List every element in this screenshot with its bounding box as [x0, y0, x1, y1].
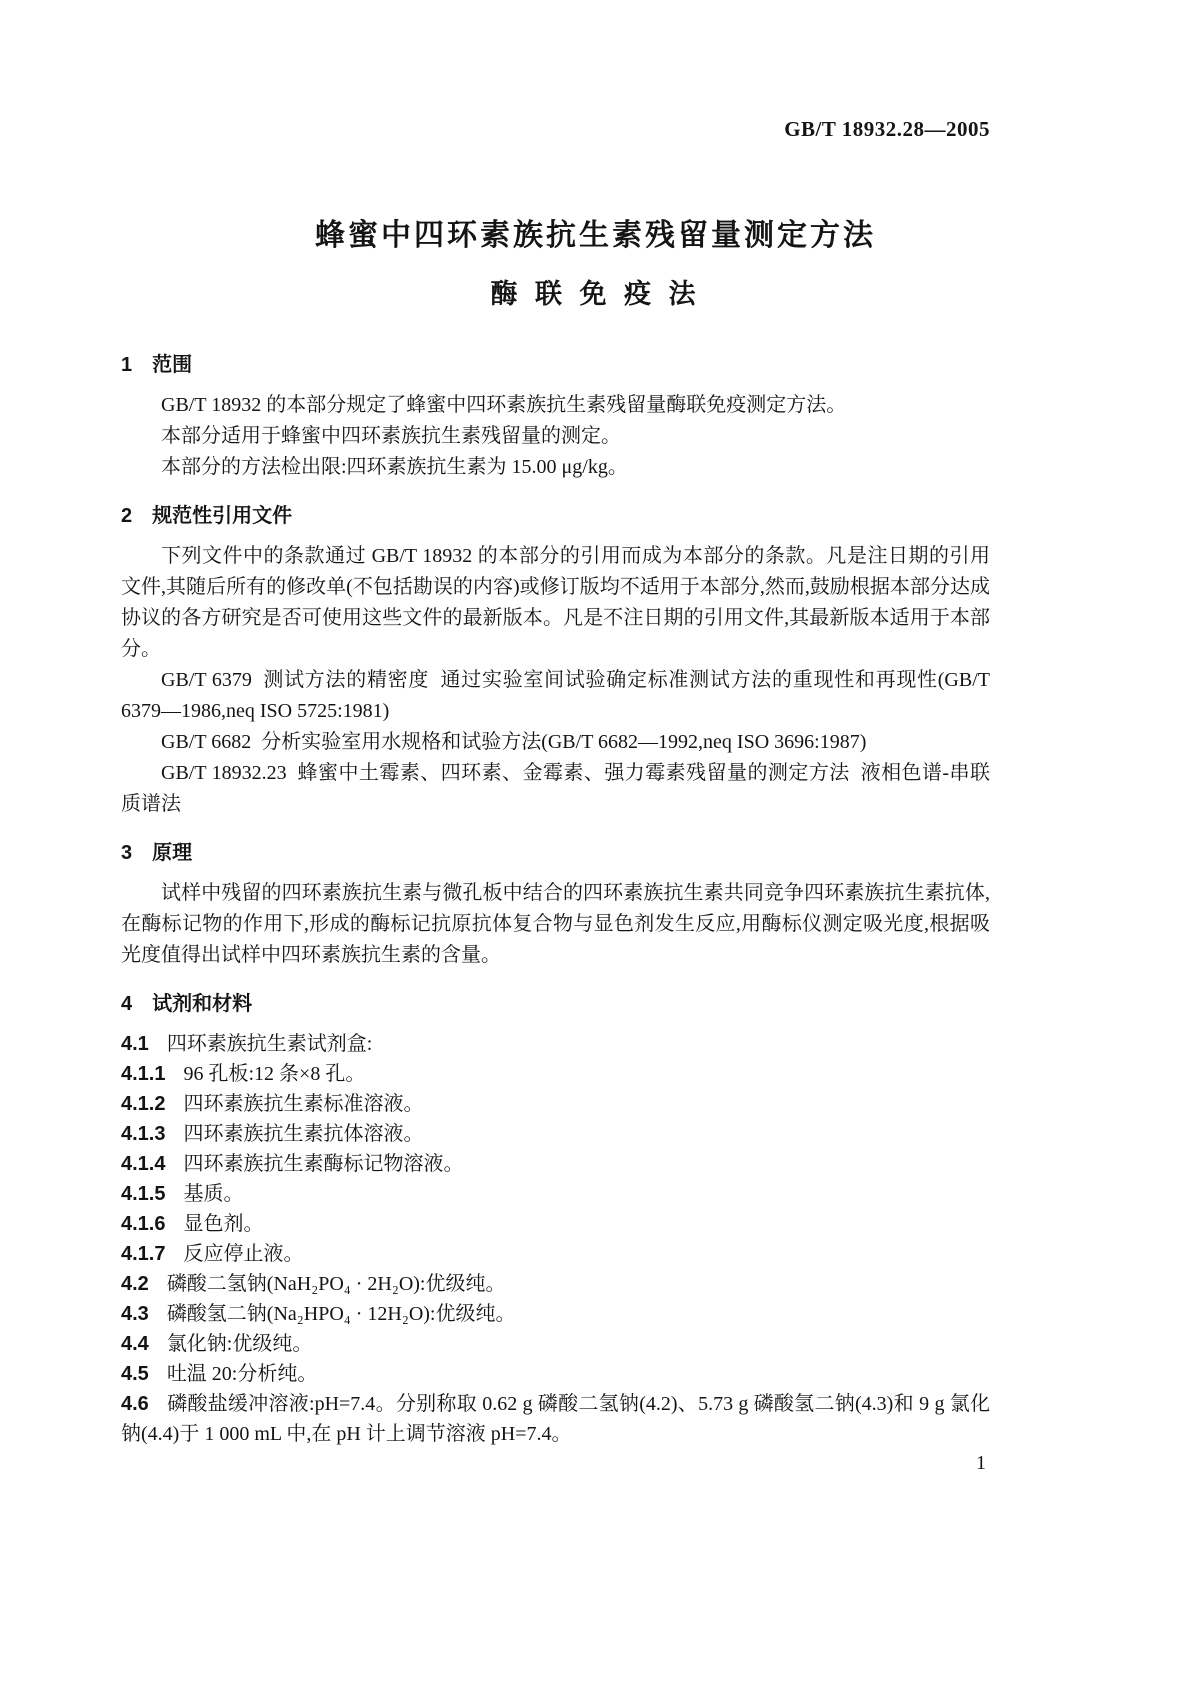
clause-text: 吐温 20:分析纯。: [166, 1363, 318, 1385]
clause-number: 4.1.6: [121, 1213, 166, 1235]
reference-item: GB/T 6379 测试方法的精密度 通过实验室间试验确定标准测试方法的重现性和再现性(GB/T 6379—1986,neq ISO 5725:1981): [121, 669, 995, 722]
section-heading-principle: [121, 840, 990, 866]
reference-item: GB/T 18932.23 蜂蜜中土霉素、四环素、金霉素、强力霉素残留量的测定方法 液相色谱-串联质谱法: [121, 762, 990, 815]
clause-number: 4.1.3: [121, 1123, 166, 1145]
clause-number: 4.1.4: [121, 1153, 166, 1175]
document-title: [0, 210, 1191, 311]
clause: [121, 1089, 990, 1119]
clause-text: 四环素族抗生素标准溶液。: [183, 1093, 424, 1115]
title-line-2: 酶 联 免 疫 法: [490, 279, 701, 309]
clause-text: 基质。: [183, 1183, 244, 1205]
clause: [121, 1389, 990, 1449]
clause-number: 4.1.2: [121, 1093, 166, 1115]
section-number: 3: [121, 842, 133, 864]
clause: [121, 1299, 990, 1329]
standard-code: GB/T 18932.28—2005: [784, 117, 990, 141]
title-line-1: 蜂蜜中四环素族抗生素残留量测定方法: [315, 219, 876, 252]
clause: [121, 1359, 990, 1389]
paragraph: 下列文件中的条款通过 GB/T 18932 的本部分的引用而成为本部分的条款。凡是注日期的引用文件,其随后所有的修改单(不包括勘误的内容)或修订版均不适用于本部分,然而,鼓励根据本部分达成协议的各方研究是否可使用这些文件的最新版本。凡是不注日期的引用文件,其最新版本适用于本部分。: [121, 545, 990, 660]
clause-text: 四环素族抗生素酶标记物溶液。: [183, 1153, 464, 1175]
clause: [121, 1059, 990, 1089]
clause-number: 4.5: [121, 1363, 149, 1385]
section-heading-reagents: [121, 991, 990, 1017]
clause-text: 四环素族抗生素试剂盒:: [166, 1033, 373, 1055]
section-number: 1: [121, 354, 133, 376]
clause-text: 96 孔板:12 条×8 孔。: [183, 1063, 366, 1085]
page-number: 1: [976, 1452, 986, 1474]
section-number: 4: [121, 993, 133, 1015]
clause: [121, 1119, 990, 1149]
clause-number: 4.2: [121, 1273, 149, 1295]
paragraph: 本部分适用于蜂蜜中四环素族抗生素残留量的测定。: [161, 425, 621, 447]
clause: [121, 1179, 990, 1209]
clause-text: 显色剂。: [183, 1213, 264, 1235]
section-heading-scope: [121, 352, 990, 378]
paragraph: 试样中残留的四环素族抗生素与微孔板中结合的四环素族抗生素共同竞争四环素族抗生素抗体,在酶标记物的作用下,形成的酶标记抗原抗体复合物与显色剂发生反应,用酶标仪测定吸光度,根据吸光度值得出试样中四环素族抗生素的含量。: [121, 882, 990, 966]
clause: [121, 1239, 990, 1269]
clause: [121, 1029, 990, 1059]
document-body: [121, 352, 995, 1449]
clause-number: 4.6: [121, 1393, 149, 1415]
clause-number: 4.1.1: [121, 1063, 166, 1085]
clause-number: 4.3: [121, 1303, 149, 1325]
clause-number: 4.1.7: [121, 1243, 166, 1265]
clause-number: 4.1.5: [121, 1183, 166, 1205]
clause: [121, 1149, 990, 1179]
clause-text: 磷酸氢二钠(Na₂HPO₄ · 12H₂O):优级纯。: [166, 1303, 516, 1325]
section-title: 试剂和材料: [152, 993, 253, 1015]
section-title: 规范性引用文件: [152, 505, 293, 527]
clause-text: 磷酸二氢钠(NaH₂PO₄ · 2H₂O):优级纯。: [166, 1273, 506, 1295]
clause: [121, 1329, 990, 1359]
clause-text: 氯化钠:优级纯。: [166, 1333, 313, 1355]
section-number: 2: [121, 505, 133, 527]
clause-text: 四环素族抗生素抗体溶液。: [183, 1123, 424, 1145]
clause-text: 反应停止液。: [183, 1243, 304, 1265]
clause-text: 磷酸盐缓冲溶液:pH=7.4。分别称取 0.62 g 磷酸二氢钠(4.2)、5.73 g 磷酸氢二钠(4.3)和 9 g 氯化钠(4.4)于 1 000 mL 中,在 pH 计上调节溶液 pH=7.4。: [121, 1393, 990, 1445]
reference-item: GB/T 6682 分析实验室用水规格和试验方法(GB/T 6682—1992,neq ISO 3696:1987): [161, 731, 867, 753]
clause-number: 4.4: [121, 1333, 149, 1355]
section-heading-normative-references: [121, 503, 990, 529]
clause-number: 4.1: [121, 1033, 149, 1055]
clause: [121, 1209, 990, 1239]
paragraph: 本部分的方法检出限:四环素族抗生素为 15.00 μg/kg。: [161, 456, 628, 478]
paragraph: GB/T 18932 的本部分规定了蜂蜜中四环素族抗生素残留量酶联免疫测定方法。: [161, 394, 847, 416]
clause: [121, 1269, 990, 1299]
section-title: 原理: [152, 842, 193, 864]
section-title: 范围: [152, 354, 193, 376]
